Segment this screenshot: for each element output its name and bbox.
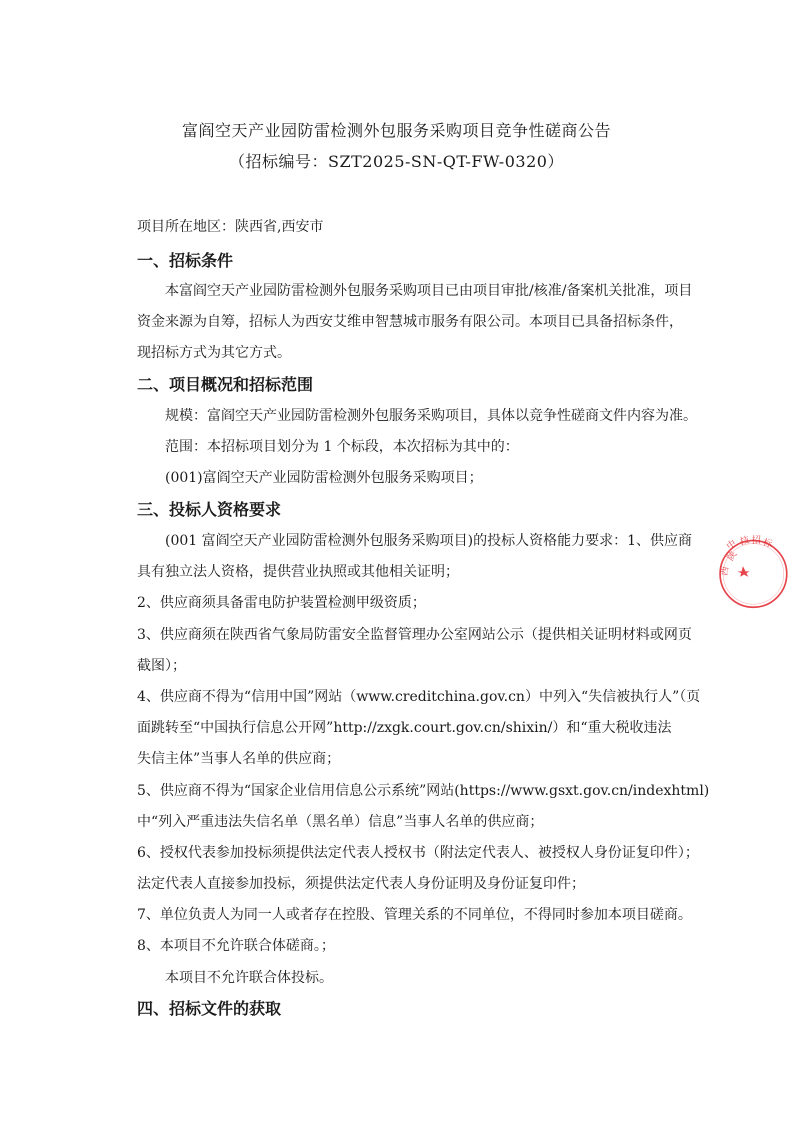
section-2-line: 范围：本招标项目划分为 1 个标段，本次招标为其中的： (165, 439, 519, 455)
document-title: 富阎空天产业园防雷检测外包服务采购项目竞争性磋商公告 (181, 121, 611, 140)
section-3-line: 7、单位负责人为同一人或者存在控股、管理关系的不同单位，不得同时参加本项目磋商。 (137, 907, 692, 923)
section-1-line: 资金来源为自筹，招标人为西安艾维申智慧城市服务有限公司。本项目已具备招标条件， (137, 314, 683, 330)
section-3-line: 具有独立法人资格，提供营业执照或其他相关证明； (137, 564, 459, 580)
seal-char: 中 (724, 537, 739, 553)
section-3-line: (001 富阎空天产业园防雷检测外包服务采购项目)的投标人资格能力要求：1、供应商 (165, 533, 693, 549)
section-3-line: 面跳转至“中国执行信息公开网”http://zxgk.court.gov.cn/shixin/）和“重大税收违法 (137, 720, 672, 736)
section-1-heading: 一、招标条件 (137, 251, 234, 270)
seal-char: 技 (738, 534, 751, 548)
section-2-heading: 二、项目概况和招标范围 (137, 375, 314, 394)
seal-star-icon (738, 566, 750, 577)
section-3-line: 3、供应商须在陕西省气象局防雷安全监督管理办公室网站公示（提供相关证明材料或网页 (137, 627, 692, 643)
section-3-line: 4、供应商不得为“信用中国”网站（www.creditchina.gov.cn）中列入“失信被执行人”（页 (137, 689, 701, 705)
seal-char: 陕 (725, 549, 740, 564)
section-4-heading: 四、招标文件的获取 (137, 999, 282, 1018)
section-3-heading: 三、投标人资格要求 (137, 500, 282, 519)
section-3-line: 失信主体”当事人名单的供应商； (137, 751, 341, 767)
section-1-line: 现招标方式为其它方式。 (137, 345, 291, 361)
section-3-line: 8、本项目不允许联合体磋商。； (137, 938, 335, 954)
seal-char: 标 (761, 537, 774, 551)
section-3-line: 5、供应商不得为“国家企业信用信息公示系统”网站(https://www.gsxt.gov.cn/indexhtml) (137, 783, 710, 799)
section-3-line: 2、供应商须具备雷电防护装置检测甲级资质； (137, 595, 426, 611)
section-3-line: 6、授权代表参加投标须提供法定代表人授权书（附法定代表人、被授权人身份证复印件）； (137, 845, 699, 861)
project-region: 项目所在地区：陕西省,西安市 (137, 219, 324, 235)
seal-char: 西 (718, 565, 732, 577)
section-3-line: 本项目不允许联合体投标。 (165, 970, 333, 986)
official-seal-stamp (718, 486, 793, 666)
section-3-line: 截图）； (137, 658, 186, 674)
seal-char: 招 (751, 535, 761, 547)
section-3-line: 中“列入严重违法失信名单（黑名单）信息”当事人名单的供应商； (137, 814, 544, 830)
section-1-line: 本富阎空天产业园防雷检测外包服务采购项目已由项目审批/核准/备案机关批准，项目 (165, 283, 693, 299)
section-2-line: 规模：富阎空天产业园防雷检测外包服务采购项目，具体以竞争性磋商文件内容为准。 (165, 408, 697, 424)
tender-number: （招标编号：SZT2025-SN-QT-FW-0320） (229, 152, 564, 171)
section-3-line: 法定代表人直接参加投标，须提供法定代表人身份证明及身份证复印件； (137, 876, 585, 892)
section-2-line: (001)富阎空天产业园防雷检测外包服务采购项目； (165, 470, 483, 486)
